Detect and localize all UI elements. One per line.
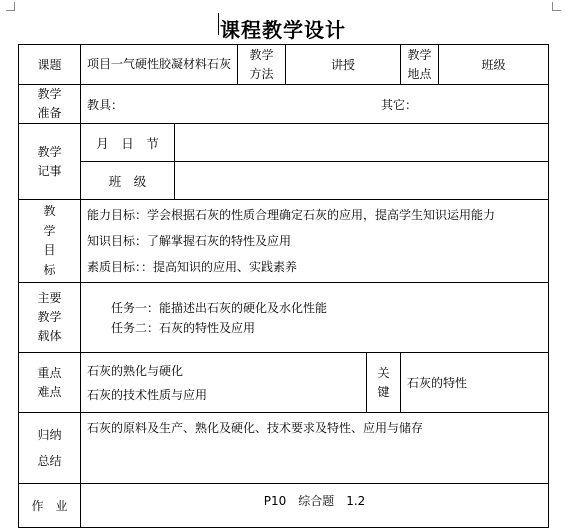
date-value[interactable]	[175, 124, 549, 162]
carrier-row	[19, 283, 549, 353]
key-label: 关键	[367, 353, 401, 413]
topic-label: 课题	[19, 45, 81, 85]
text-cursor	[218, 13, 219, 35]
class-label: 班 级	[81, 162, 175, 200]
homework-content[interactable]	[81, 484, 549, 528]
key-point-1: 石灰的熟化与硬化	[87, 363, 184, 378]
carrier-content[interactable]	[81, 283, 549, 353]
page-corner-mark	[6, 2, 15, 11]
record-row-2	[19, 162, 549, 200]
teaching-aids-label: 教具：	[87, 98, 124, 112]
objectives-row	[19, 200, 549, 283]
summary-text: 石灰的原料及生产、熟化及硬化、技术要求及特性、应用与储存	[87, 421, 424, 435]
date-label: 月 日 节	[81, 124, 175, 162]
summary-row	[19, 413, 549, 484]
summary-content[interactable]	[81, 413, 549, 484]
homework-row	[19, 484, 549, 528]
key-points-content[interactable]	[81, 353, 367, 413]
carrier-label: 主要教学载体	[19, 283, 81, 353]
topic-value[interactable]: 项目一气硬性胶凝材料石灰	[81, 45, 238, 85]
method-label: 教学方法	[238, 45, 286, 85]
knowledge-objective: 知识目标：了解掌握石灰的特性及应用	[87, 234, 292, 248]
ability-objective: 能力目标：学会根据石灰的性质合理确定石灰的应用，提高学生知识运用能力	[87, 208, 496, 222]
class-value[interactable]	[175, 162, 549, 200]
homework-label: 作 业	[19, 484, 81, 528]
key-value[interactable]: 石灰的特性	[401, 353, 549, 413]
record-label: 教学记事	[19, 124, 81, 200]
objectives-content[interactable]	[81, 200, 549, 283]
location-value[interactable]: 班级	[439, 45, 549, 85]
objectives-label: 教学目标	[19, 200, 81, 283]
summary-label: 归纳总结	[19, 413, 81, 484]
task-two: 任务二：石灰的特性及应用	[111, 320, 256, 335]
homework-text: P10 综合题 1.2	[263, 494, 366, 508]
others-label: 其它：	[381, 98, 418, 112]
prep-row	[19, 85, 549, 124]
page-corner-mark	[552, 2, 561, 11]
task-one: 任务一：能描述出石灰的硬化及水化性能	[111, 300, 328, 315]
key-points-label: 重点难点	[19, 353, 81, 413]
document-title: 课程教学设计	[220, 18, 346, 42]
prep-label: 教学准备	[19, 85, 81, 124]
location-label: 教学地点	[401, 45, 439, 85]
header-row	[19, 45, 549, 85]
key-points-row	[19, 353, 549, 413]
prep-content[interactable]	[81, 85, 549, 124]
key-point-2: 石灰的技术性质与应用	[87, 387, 208, 402]
quality-objective: 素质目标：：提高知识的应用、实践素养	[87, 260, 298, 274]
record-row-1	[19, 124, 549, 162]
lesson-plan-table	[18, 44, 549, 528]
method-value[interactable]: 讲授	[286, 45, 401, 85]
